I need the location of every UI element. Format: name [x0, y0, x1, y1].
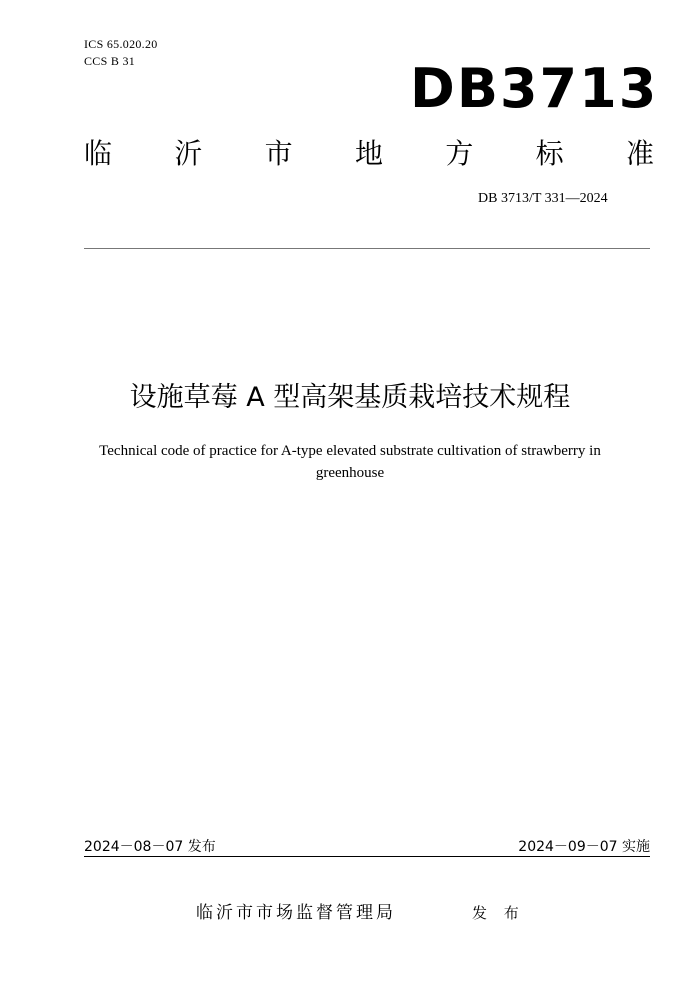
standard-title-char: 方 [445, 137, 474, 170]
ccs-code: CCS B 31 [84, 54, 136, 68]
db-logo: DB3713 [410, 57, 659, 120]
header-divider [84, 248, 650, 249]
chinese-title: 设施草莓 A 型高架基质栽培技术规程 [129, 382, 571, 413]
standard-number: DB 3713/T 331—2024 [478, 191, 608, 206]
standard-title-char: 临 [84, 137, 113, 170]
standard-title-char: 地 [354, 137, 383, 170]
standard-category-title [84, 136, 654, 172]
standard-title-char: 准 [625, 137, 654, 170]
ics-code: ICS 65.020.20 [84, 37, 158, 51]
standard-title-char: 标 [535, 137, 564, 170]
standard-title-char: 市 [264, 137, 293, 170]
implement-date: 2024－09－07 实施 [518, 839, 650, 855]
issuing-authority: 临沂市市场监督管理局 [196, 903, 396, 923]
standard-title-char: 沂 [174, 137, 203, 170]
english-title: Technical code of practice for A-type elevated substrate cultivation of strawberry in greenhouse [99, 443, 601, 481]
issue-label: 发 布 [472, 904, 525, 922]
footer-divider [84, 856, 650, 857]
release-date: 2024－08－07 发布 [84, 839, 216, 855]
